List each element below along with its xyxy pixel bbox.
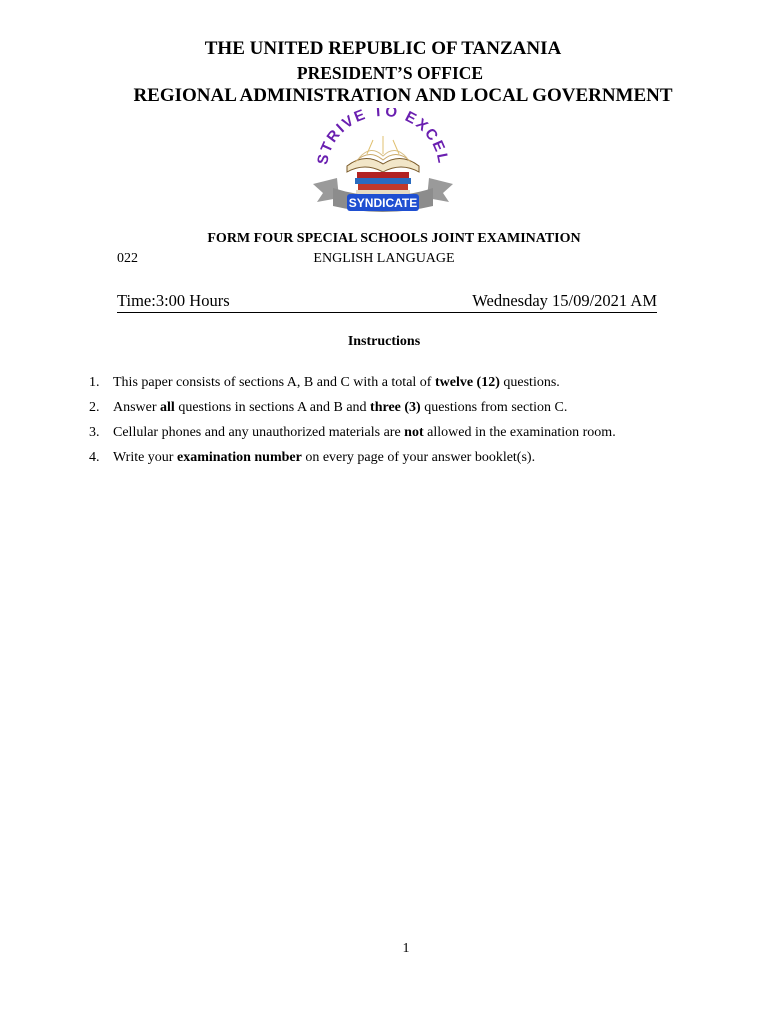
exam-duration: Time:3:00 Hours bbox=[117, 291, 230, 310]
syndicate-logo bbox=[307, 108, 459, 220]
exam-date: Wednesday 15/09/2021 AM bbox=[472, 291, 657, 310]
instruction-number: 2. bbox=[89, 400, 100, 415]
header-country: THE UNITED REPUBLIC OF TANZANIA bbox=[204, 38, 562, 59]
header-ministry: REGIONAL ADMINISTRATION AND LOCAL GOVERNMENT bbox=[133, 85, 673, 106]
instruction-number: 4. bbox=[89, 450, 100, 465]
exam-title: FORM FOUR SPECIAL SCHOOLS JOINT EXAMINATION bbox=[207, 231, 581, 246]
page-number: 1 bbox=[402, 941, 410, 956]
paper-code: 022 bbox=[117, 251, 138, 266]
syndicate-logo-graphic bbox=[307, 108, 459, 220]
instructions-heading: Instructions bbox=[347, 334, 421, 349]
logo-arc-text: STRIVE TO EXCEL bbox=[314, 108, 452, 167]
logo-banner-text: SYNDICATE bbox=[348, 196, 418, 210]
book-icon bbox=[347, 136, 419, 195]
instruction-text: Write your examination number on every page of your answer booklet(s). bbox=[113, 450, 536, 465]
instruction-number: 3. bbox=[89, 425, 100, 440]
time-date-row bbox=[117, 291, 657, 313]
header-office: PRESIDENT’S OFFICE bbox=[296, 63, 484, 83]
instruction-text: This paper consists of sections A, B and C with a total of twelve (12) questions. bbox=[113, 375, 560, 390]
subject-name: ENGLISH LANGUAGE bbox=[313, 251, 455, 266]
instruction-text: Answer all questions in sections A and B and three (3) questions from section C. bbox=[113, 400, 568, 415]
instruction-number: 1. bbox=[89, 375, 100, 390]
instruction-text: Cellular phones and any unauthorized materials are not allowed in the examination room. bbox=[113, 425, 616, 440]
